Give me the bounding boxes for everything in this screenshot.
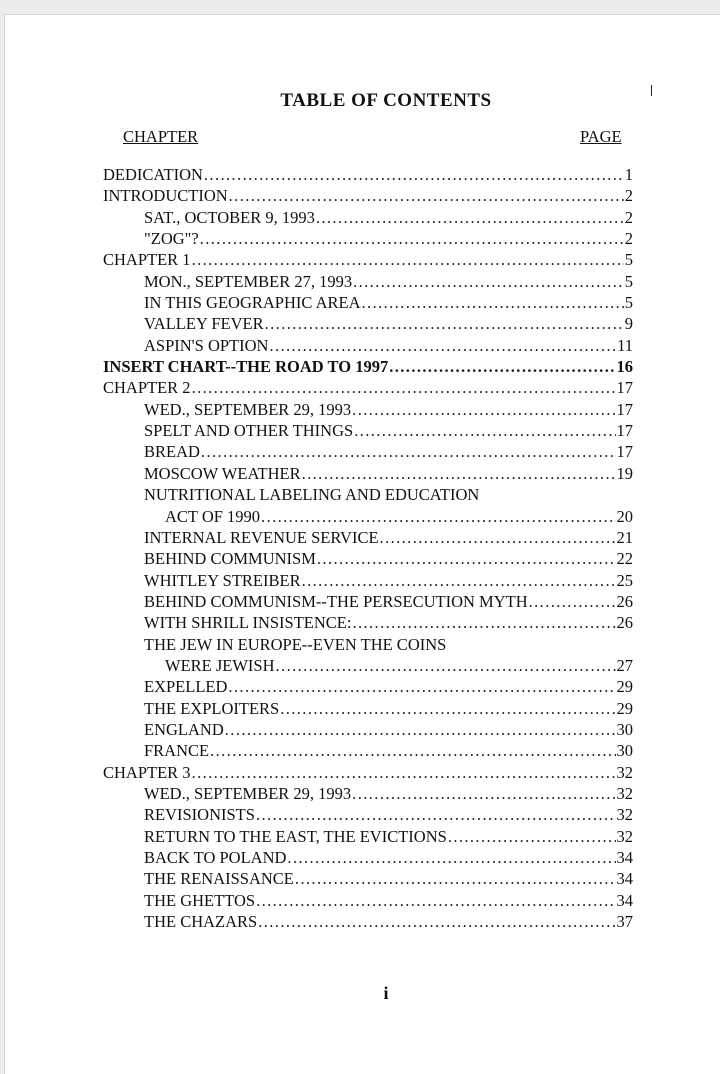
- toc-entry: [103, 441, 633, 462]
- toc-entry-label: RETURN TO THE EAST, THE EVICTIONS: [144, 826, 447, 846]
- page-column-header: PAGE: [580, 127, 622, 146]
- dot-leader: [192, 377, 616, 398]
- dot-leader: [276, 655, 616, 676]
- toc-entry-page: 2: [624, 186, 633, 206]
- toc-entry-page: 34: [616, 890, 633, 910]
- dot-leader: [352, 783, 615, 804]
- toc-entry: [103, 164, 633, 185]
- toc-entry-label: IN THIS GEOGRAPHIC AREA: [144, 293, 361, 313]
- toc-entry-page: 30: [616, 719, 633, 739]
- toc-entry-page: 37: [616, 912, 633, 932]
- toc-entry-page: 29: [616, 677, 633, 697]
- toc-entry: [103, 911, 633, 932]
- toc-entry: [103, 591, 633, 612]
- toc-entry-label: MON., SEPTEMBER 27, 1993: [144, 271, 353, 291]
- toc-entry-page: 34: [616, 869, 633, 889]
- dot-leader: [302, 570, 616, 591]
- toc-entry-label: THE CHAZARS: [144, 912, 258, 932]
- dot-leader: [204, 164, 624, 185]
- toc-entry: [103, 249, 633, 270]
- toc-entry: [103, 356, 633, 377]
- dot-leader: [302, 463, 616, 484]
- dot-leader: [261, 506, 615, 527]
- toc-title: TABLE OF CONTENTS: [280, 90, 492, 111]
- dot-leader: [287, 847, 615, 868]
- toc-entry-page: 17: [616, 442, 633, 462]
- toc-entry: [103, 335, 633, 356]
- dot-leader: [201, 441, 616, 462]
- toc-entry-page: 32: [616, 783, 633, 803]
- toc-entry-page: 32: [616, 826, 633, 846]
- toc-entry: [103, 484, 633, 505]
- toc-entry: [103, 570, 633, 591]
- toc-entry-label: BEHIND COMMUNISM: [144, 549, 316, 569]
- toc-entry-label: MOSCOW WEATHER: [144, 463, 301, 483]
- toc-entry-label: ACT OF 1990: [165, 506, 261, 526]
- toc-entry-page: 5: [624, 250, 633, 270]
- dot-leader: [192, 762, 616, 783]
- toc-entry-label: INSERT CHART--THE ROAD TO 1997: [103, 357, 389, 377]
- toc-entry-page: 1: [624, 165, 633, 184]
- toc-entry: [103, 783, 633, 804]
- toc-entry-label: VALLEY FEVER: [144, 314, 264, 334]
- dot-leader: [352, 612, 615, 633]
- dot-leader: [316, 207, 624, 228]
- toc-entry: [103, 740, 633, 761]
- toc-entry-label: SAT., OCTOBER 9, 1993: [144, 207, 315, 227]
- toc-entry-label: WITH SHRILL INSISTENCE:: [144, 613, 352, 633]
- toc-entry: [103, 634, 633, 655]
- toc-entry-label: WERE JEWISH: [165, 655, 275, 675]
- toc-entry-page: 17: [616, 421, 633, 441]
- dot-leader: [228, 676, 615, 697]
- dot-leader: [353, 271, 624, 292]
- toc-entry-label: THE EXPLOITERS: [144, 698, 280, 718]
- toc-entry: [103, 612, 633, 633]
- toc-list: [103, 164, 633, 932]
- toc-entry: [103, 185, 633, 206]
- toc-entry-page: 20: [616, 506, 633, 526]
- toc-entry-page: 25: [616, 570, 633, 590]
- toc-entry-label: WED., SEPTEMBER 29, 1993: [144, 783, 352, 803]
- toc-entry: [103, 313, 633, 334]
- toc-entry-label: CHAPTER 1: [103, 250, 191, 270]
- toc-entry-page: 16: [616, 357, 633, 377]
- toc-entry: [103, 420, 633, 441]
- dot-leader: [317, 548, 616, 569]
- dot-leader: [256, 804, 616, 825]
- toc-entry-page: 34: [616, 848, 633, 867]
- toc-entry: [103, 762, 633, 783]
- toc-entry-page: 27: [616, 655, 633, 675]
- toc-entry: [103, 804, 633, 825]
- toc-entry-page: 2: [624, 229, 633, 249]
- toc-entry-page: 17: [616, 378, 633, 398]
- toc-entry: [103, 292, 633, 313]
- toc-entry-label: BREAD: [144, 442, 200, 462]
- dot-leader: [192, 249, 624, 270]
- dot-leader: [265, 313, 624, 334]
- dot-leader: [258, 911, 615, 932]
- toc-entry: [103, 890, 633, 911]
- document-page: [4, 14, 720, 1074]
- toc-entry-page: 21: [616, 527, 633, 547]
- chapter-column-header: CHAPTER: [123, 127, 199, 146]
- toc-entry-label: INTERNAL REVENUE SERVICE: [144, 527, 379, 547]
- dot-leader: [200, 228, 624, 249]
- toc-entry-page: 32: [616, 805, 633, 825]
- toc-entry-page: 17: [616, 399, 633, 419]
- toc-entry: [103, 719, 633, 740]
- toc-entry-label: THE GHETTOS: [144, 890, 256, 910]
- toc-entry-page: 5: [624, 271, 633, 291]
- toc-entry-label: THE RENAISSANCE: [144, 869, 294, 889]
- toc-entry-page: 11: [617, 335, 633, 355]
- dot-leader: [225, 719, 616, 740]
- toc-entry: [103, 698, 633, 719]
- dot-leader: [362, 292, 624, 313]
- dot-leader: [256, 890, 615, 911]
- toc-entry-page: 5: [624, 293, 633, 313]
- toc-entry-label: THE JEW IN EUROPE--EVEN THE COINS: [144, 634, 447, 654]
- dot-leader: [295, 868, 616, 889]
- toc-entry-label: REVISIONISTS: [144, 805, 255, 825]
- toc-entry-label: BACK TO POLAND: [144, 848, 287, 867]
- dot-leader: [448, 826, 616, 847]
- toc-entry-label: "ZOG"?: [144, 229, 199, 249]
- toc-entry: [103, 676, 633, 697]
- toc-entry-label: BEHIND COMMUNISM--THE PERSECUTION MYTH: [144, 591, 528, 611]
- dot-leader: [280, 698, 615, 719]
- dot-leader: [529, 591, 616, 612]
- dot-leader: [269, 335, 616, 356]
- toc-entry-label: CHAPTER 3: [103, 762, 191, 782]
- dot-leader: [229, 185, 624, 206]
- toc-entry: [103, 527, 633, 548]
- dot-leader: [380, 527, 616, 548]
- toc-entry-label: DEDICATION: [103, 165, 203, 184]
- toc-entry-label: ENGLAND: [144, 719, 224, 739]
- toc-entry: [103, 847, 633, 868]
- toc-entry-page: 26: [616, 591, 633, 611]
- toc-entry-page: 9: [624, 314, 633, 334]
- toc-entry-page: 19: [616, 463, 633, 483]
- toc-entry-label: SPELT AND OTHER THINGS: [144, 421, 354, 441]
- toc-entry: [103, 207, 633, 228]
- toc-entry-label: WED., SEPTEMBER 29, 1993: [144, 399, 352, 419]
- toc-entry: [103, 655, 633, 676]
- toc-entry-page: 22: [616, 549, 633, 569]
- toc-entry: [103, 548, 633, 569]
- toc-entry-page: 30: [616, 741, 633, 761]
- toc-entry-label: EXPELLED: [144, 677, 228, 697]
- toc-entry: [103, 506, 633, 527]
- toc-entry-page: 26: [616, 613, 633, 633]
- toc-entry: [103, 463, 633, 484]
- dot-leader: [352, 399, 615, 420]
- dot-leader: [210, 740, 615, 761]
- toc-entry-page: 2: [624, 207, 633, 227]
- dot-leader: [389, 356, 615, 377]
- toc-entry: [103, 399, 633, 420]
- toc-entry-label: FRANCE: [144, 741, 210, 761]
- toc-entry-label: WHITLEY STREIBER: [144, 570, 301, 590]
- dot-leader: [354, 420, 615, 441]
- toc-entry: [103, 868, 633, 889]
- toc-entry-label: INTRODUCTION: [103, 186, 228, 206]
- toc-entry-label: CHAPTER 2: [103, 378, 191, 398]
- toc-entry: [103, 271, 633, 292]
- toc-entry-label: NUTRITIONAL LABELING AND EDUCATION: [144, 485, 480, 505]
- toc-entry-label: ASPIN'S OPTION: [144, 335, 269, 355]
- page-number: i: [383, 983, 389, 1003]
- toc-entry-page: 32: [616, 762, 633, 782]
- toc-entry: [103, 377, 633, 398]
- toc-entry-page: 29: [616, 698, 633, 718]
- toc-entry: [103, 228, 633, 249]
- toc-entry: [103, 826, 633, 847]
